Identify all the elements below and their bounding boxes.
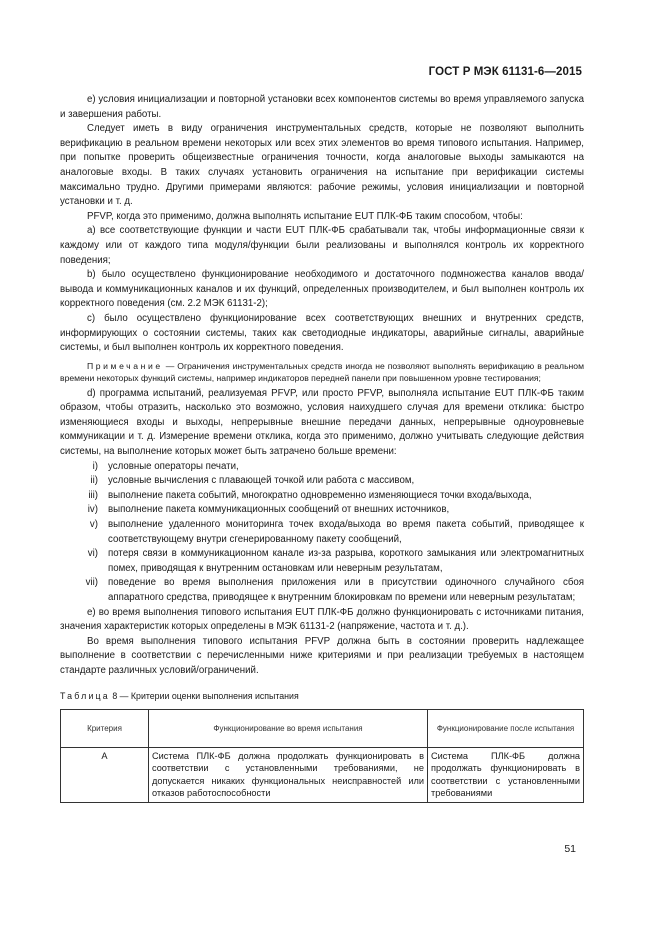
table-caption-label: Таблица [60, 690, 110, 701]
list-item-number: iii) [88, 489, 98, 501]
note [60, 360, 584, 384]
page-number: 51 [564, 843, 576, 855]
list-item [60, 460, 584, 475]
table-header-row [61, 710, 584, 748]
list-item-number: v) [89, 519, 98, 531]
paragraph: Следует иметь в виду ограничения инструментальных средств, которые не позволяют выполнить верификацию в реальном времени некоторых или всех этих элементов во время типового испытания. Например, при попытке проверить общеизвестные ограничения точности, когда аналоговые выходы замыкаются на аналоговые входы. В таких случаях установить ограничения на испытание при верификации системы максимально трудно. Другими примерами являются: рабочие режимы, условия инициализации и повторной установки и т. д. [60, 123, 584, 208]
paragraph: b) было осуществлено функционирование необходимого и достаточного подмножества каналов ввода/вывода и коммуникационных каналов и их функций, определенных производителем, и был выполнен контроль их корректного поведения (см. 2.2 МЭК 61131-2); [60, 269, 584, 310]
paragraph: e) во время выполнения типового испытания EUT ПЛК-ФБ должно функционировать с источниками питания, значения характеристик которых определены в МЭК 61131-2 (напряжение, частота и т. д.). [60, 606, 584, 633]
paragraph: a) все соответствующие функции и части EUT ПЛК-ФБ срабатывали так, чтобы информационные связи к каждому или от каждого типа модуля/функции были реализованы и выполнялся контроль их корректного поведения; [60, 225, 584, 266]
list-item-text: условные операторы печати, [108, 460, 239, 472]
document-header: ГОСТ Р МЭК 61131-6—2015 [428, 66, 582, 78]
note-label: Примечание [87, 360, 163, 371]
cell-criterion: А [61, 748, 149, 803]
paragraph: PFVP, когда это применимо, должна выполнять испытание EUT ПЛК-ФБ таким способом, чтобы: [87, 210, 523, 222]
column-header-after: Функционирование после испытания [428, 710, 584, 748]
list-item-text: выполнение пакета коммуникационных сообщений от внешних источников, [108, 504, 450, 516]
note-text: — Ограничения инструментальных средств иногда не позволяют выполнять верификацию в реальном времени некоторых функций системы, например индикаторов передней панели при повышенном уровне тестирования; [60, 360, 584, 383]
list-item-number: ii) [90, 475, 98, 487]
cell-after: Система ПЛК-ФБ должна продолжать функционировать в соответствии с установленными требованиями [428, 748, 584, 803]
list [60, 460, 584, 606]
list-item [60, 474, 584, 489]
paragraph: Во время выполнения типового испытания PFVP должна быть в состоянии проверить надлежащее выполнение в соответствии с перечисленными ниже критериями и при реализации требуемых в настоящем стандарте различных условий/ограничений. [60, 635, 584, 676]
list-item-number: vii) [85, 577, 98, 589]
paragraph: e) условия инициализации и повторной установки всех компонентов системы во время управляемого запуска и завершения работы. [60, 94, 584, 120]
list-item [60, 503, 584, 518]
table-row [61, 748, 584, 803]
list-item-text: условные вычисления с плавающей точкой или работа с массивом, [108, 475, 415, 487]
table-caption-text: 8 — Критерии оценки выполнения испытания [109, 690, 299, 701]
list-item-number: i) [92, 460, 98, 472]
list-item-text: потеря связи в коммуникационном канале из-за разрыва, короткого замыкания или электромагнитных помех, приводящая к внутренним остановкам или неверным результатам, [108, 548, 584, 574]
list-item-text: поведение во время выполнения приложения или в присутствии одиночного случайного сбоя аппаратного средства, приводящее к внутренним блокировкам по времени или неверным результатам; [108, 577, 584, 603]
paragraph: c) было осуществлено функционирование всех соответствующих внешних и внутренних средств, информирующих о состоянии системы, таких как светодиодные индикаторы, аварийные сигналы, аварийные системы, и был выполнен контроль их корректного поведения. [60, 312, 584, 354]
column-header-during: Функционирование во время испытания [149, 710, 428, 748]
table-caption [60, 689, 584, 704]
cell-during: Система ПЛК-ФБ должна продолжать функционировать в соответствии с установленными требованиями, не допускается никаких функциональных неисправностей или отказов работоспособности [149, 748, 428, 803]
paragraph: d) программа испытаний, реализуемая PFVP, или просто PFVP, выполняла испытание EUT ПЛК-ФБ таким образом, чтобы отразить, насколько это возможно, условия наихудшего случая для времени отклика: быстро изменяющиеся входы и выходы, непрерывные внешние передачи данных, непрерывные одноуровневые коммуникации и т. д. Измерение времени отклика, когда это применимо, должно учитывать следующие действия системы, на выполнение которых может быть затрачено больше времени: [60, 387, 584, 458]
list-item [60, 489, 584, 504]
list-item [60, 518, 584, 547]
list-item-number: iv) [87, 504, 98, 516]
list-item-number: vi) [87, 548, 98, 560]
list-item [60, 547, 584, 576]
list-item [60, 576, 584, 605]
criteria-table [60, 709, 584, 803]
page-content [60, 93, 584, 803]
column-header-criterion: Критерия [61, 710, 149, 748]
list-item-text: выполнение пакета событий, многократно одновременно изменяющиеся точки входа/выхода, [108, 489, 532, 501]
list-item-text: выполнение удаленного мониторинга точек входа/выхода во время пакета событий, приводящее к соответствующему внутри сгенерированному пакету сообщений, [108, 519, 584, 545]
